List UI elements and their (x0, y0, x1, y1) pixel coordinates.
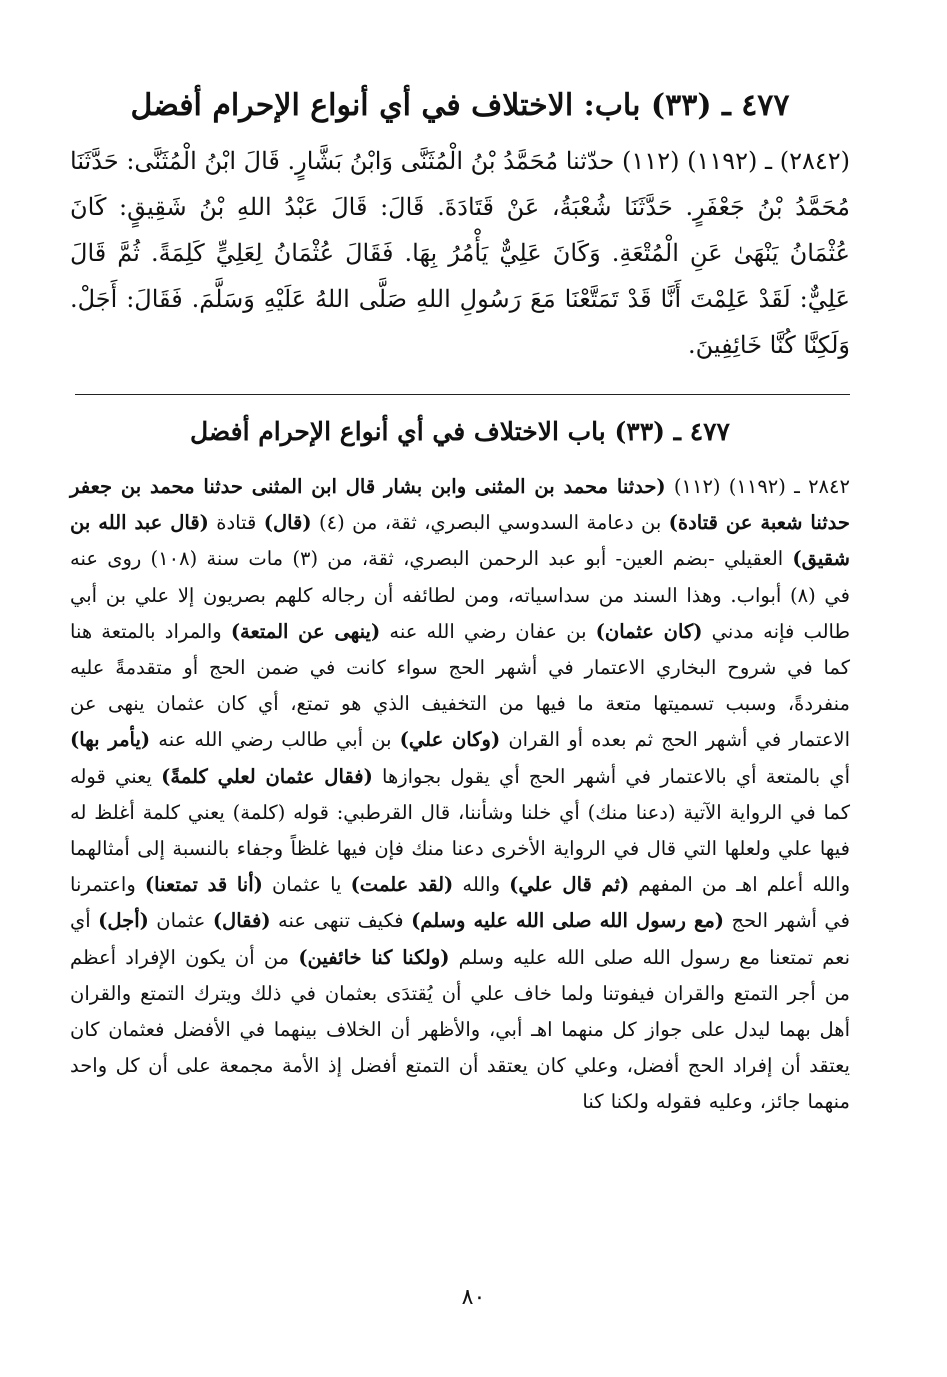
commentary-segment: عثمان (148, 909, 213, 933)
commentary-segment: قتادة (208, 511, 264, 535)
quoted-hadith-phrase: (لقد علمت) (350, 873, 454, 897)
commentary-segment: يعني قوله كما في الرواية الآتية (دعنا منك) أي خلنا وشأننا، قال القرطبي: قوله (كلمة) يعني كلمة أغلظ له فيها علي ولعلها التي قال في الرواية الأخرى دعنا منك فإن فيها غلظاً وجفاء بالنسبة إلى أمثالهما والله أعلم اهـ من المفهم (70, 764, 851, 897)
commentary-segment: ٢٨٤٢ ـ (١١٩٢) (١١٢) (665, 475, 850, 498)
quoted-hadith-phrase: (مع رسول الله صلى الله عليه وسلم) (411, 909, 725, 933)
commentary-segment: والمراد بالمتعة هنا كما في شروح البخاري الاعتمار في أشهر الحج سواء كانت في ضمن الحج أو متقدمةً عليه منفردةً، وسبب تسميتها متعة ما فيها من التخفيف الذي هو تمتع، أي كان عثمان ينهى عن الاعتمار في أشهر الحج ثم بعده أو القران (70, 619, 851, 752)
commentary-segment: بن دعامة السدوسي البصري، ثقة، من (٤) (311, 511, 669, 535)
hadith-text: (٢٨٤٢) ـ (١١٩٢) (١١٢) حدّثنا مُحَمَّدُ بْنُ الْمُثَنَّى وَابْنُ بَشَّارٍ. قَالَ ابْنُ الْمُثَنَّى: حَدَّثَنَا مُحَمَّدُ بْنُ جَعْفَرٍ. حَدَّثَنَا شُعْبَةُ، عَنْ قَتَادَةَ. قَالَ: قَالَ عَبْدُ اللهِ بْنُ شَقِيقٍ: كَانَ عُثْمَانُ يَنْهَىٰ عَنِ الْمُتْعَةِ. وَكَانَ عَلِيٌّ يَأْمُرُ بِهَا. فَقَالَ عُثْمَانُ لِعَلِيٍّ كَلِمَةً. ثُمَّ قَالَ عَلِيٌّ: لَقَدْ عَلِمْتَ أَنَّا قَدْ تَمَتَّعْنَا مَعَ رَسُولِ اللهِ صَلَّى اللهُ عَلَيْهِ وَسَلَّمَ. فَقَالَ: أَجَلْ. وَلَكِنَّا كُنَّا خَائِفِينَ. (70, 147, 851, 359)
quoted-hadith-phrase: (قال عبد الله بن شقيق) (70, 511, 850, 571)
quoted-hadith-phrase: (يأمر بها) (70, 728, 151, 752)
quoted-hadith-phrase: (كان عثمان) (595, 619, 703, 643)
commentary-segment: بن أبي طالب رضي الله عنه (150, 728, 400, 752)
quoted-hadith-phrase: (ولكنا كنا خائفين) (298, 945, 450, 969)
page-body (70, 80, 850, 1121)
commentary-segment: واعتمرنا في أشهر الحج (70, 873, 851, 933)
quoted-hadith-phrase: (قال) (263, 511, 312, 535)
commentary-segment: أي بالمتعة أي بالاعتمار في أشهر الحج أي يقول بجوازها (372, 764, 850, 788)
commentary-segment: من أن يكون الإفراد أعظم من أجر التمتع والقران فيفوتنا ولما خاف علي أن يُقتدَى بعثمان في ذلك ويترك التمتع والقران أهل بهما ليدل على جواز كل منهما اهـ أبي، والأظهر أن الخلاف بينهما في الأفضل فعثمان كان يعتقد أن إفراد الحج أفضل، وعلي كان يعتقد أن التمتع أفضل إذ الأمة مجمعة على أن كل واحد منهما جائز، وعليه فقوله ولكنا كنا (70, 945, 850, 1114)
quoted-hadith-phrase: (فقال عثمان لعلي كلمةً) (161, 764, 373, 788)
commentary-segment: يا عثمان (262, 873, 351, 897)
commentary-text (70, 469, 850, 1121)
chapter-title: ٤٧٧ ـ (٣٣) باب: الاختلاف في أي أنواع الإحرام أفضل (130, 88, 790, 123)
quoted-hadith-phrase: (وكان علي) (399, 728, 501, 752)
quoted-hadith-phrase: (ثم قال علي) (509, 873, 630, 897)
quoted-hadith-phrase: (أجل) (98, 909, 149, 933)
commentary-segment: العقيلي -بضم العين- أبو عبد الرحمن البصري، ثقة، من (٣) مات سنة (١٠٨) روى عنه في (٨) أبواب. وهذا السند من سداسياته، ومن لطائفه أن رجاله كلهم بصريون إلا علي بن أبي طالب فإنه مدني (70, 547, 850, 643)
quoted-hadith-phrase: (حدثنا محمد بن المثنى وابن بشار قال ابن المثنى حدثنا محمد بن جعفر حدثنا شعبة عن قتادة) (70, 475, 850, 535)
commentary-segment: بن عفان رضي الله عنه (380, 619, 596, 643)
commentary-segment: فكيف تنهى عنه (270, 909, 412, 933)
commentary-segment: والله (453, 873, 510, 897)
page-number: ٨٠ (461, 1285, 486, 1310)
quoted-hadith-phrase: (أنا قد تمتعنا) (144, 873, 263, 897)
commentary-title: ٤٧٧ ـ (٣٣) باب الاختلاف في أي أنواع الإحرام أفضل (190, 417, 730, 446)
divider-line (75, 394, 850, 395)
quoted-hadith-phrase: (ينهى عن المتعة) (230, 619, 381, 643)
quoted-hadith-phrase: (فقال) (212, 909, 271, 933)
commentary-segment: أي نعم تمتعنا مع رسول الله صلى الله عليه وسلم (70, 909, 851, 969)
